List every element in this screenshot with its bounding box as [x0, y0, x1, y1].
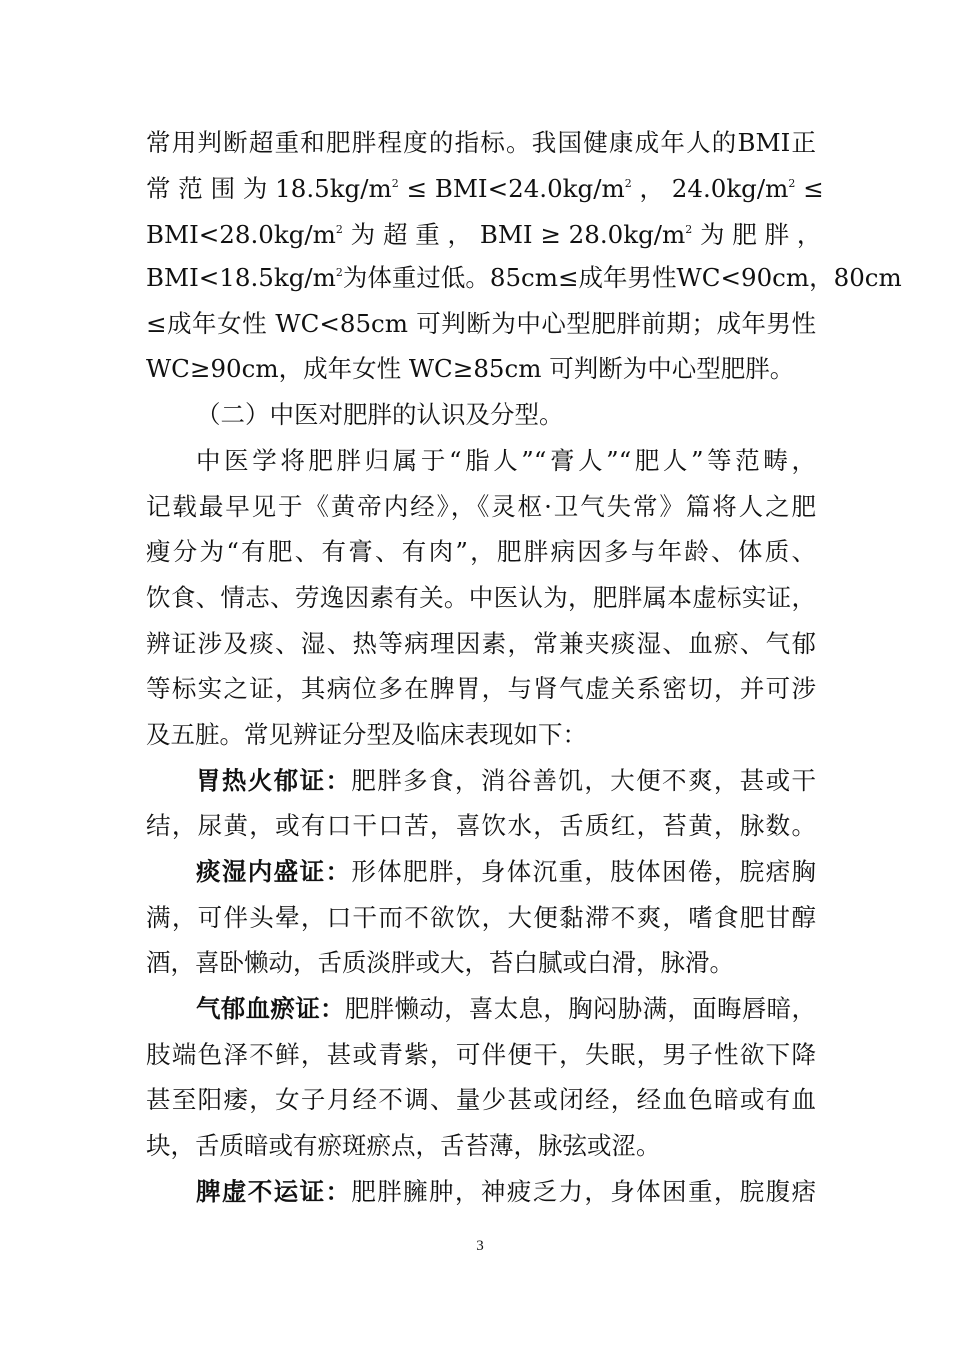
text-line: 甚至阳痿，女子月经不调、量少甚或闭经，经血色暗或有血: [146, 1085, 816, 1114]
text-line: 中医学将肥胖归属于“脂人”“膏人”“肥人”等范畴，: [196, 446, 816, 475]
section-heading: （二）中医对肥胖的认识及分型。: [196, 400, 564, 429]
text-line: $BMI<28.0kg/m^2$ 为 超 重 ， BMI ≥ $28.0kg/m^2$ 为 肥 胖 ，: [146, 220, 822, 249]
text-line: WC≥90cm，成年女性 WC≥85cm 可判断为中心型肥胖。: [146, 354, 795, 383]
text-line: 脾虚不运证：肥胖臃肿，神疲乏力，身体困重，脘腹痞: [196, 1177, 817, 1206]
text-line: 及五脏。常见辨证分型及临床表现如下：: [146, 720, 587, 749]
page-number: 3: [476, 1238, 484, 1254]
text-line: 酒，喜卧懒动，舌质淡胖或大，苔白腻或白滑，脉滑。: [146, 948, 734, 977]
text-line: 肢端色泽不鲜，甚或青紫，可伴便干，失眠，男子性欲下降: [146, 1040, 816, 1069]
text-line: 满，可伴头晕，口干而不欲饮，大便黏滞不爽，嗜食肥甘醇: [146, 903, 816, 932]
text-line: 块，舌质暗或有瘀斑瘀点，舌苔薄，脉弦或涩。: [146, 1131, 661, 1160]
text-line: 常用判断超重和肥胖程度的指标。我国健康成年人的BMI正: [146, 128, 816, 157]
text-line: 辨证涉及痰、湿、热等病理因素，常兼夹痰湿、血瘀、气郁: [146, 629, 816, 658]
syndrome-title: 胃热火郁证：: [196, 766, 352, 795]
syndrome-title: 痰湿内盛证：: [196, 857, 352, 886]
text-line: ≤成年女性 WC<85cm 可判断为中心型肥胖前期；成年男性: [146, 309, 816, 338]
text-line: 痰湿内盛证：形体肥胖，身体沉重，肢体困倦，脘痞胸: [196, 857, 817, 886]
syndrome-title: 气郁血瘀证：: [196, 994, 345, 1023]
text-line: 胃热火郁证：肥胖多食，消谷善饥，大便不爽，甚或干: [196, 766, 817, 795]
text-line: 结，尿黄，或有口干口苦，喜饮水，舌质红，苔黄，脉数。: [146, 811, 816, 840]
text-line: 常 范 围 为 $18.5kg/m^2 \le BMI<24.0kg/m^2$ ， $24.0kg/m^2$ ≤: [146, 174, 824, 203]
syndrome-title: 脾虚不运证：: [196, 1177, 352, 1206]
text-line: 瘦分为“有肥、有膏、有肉”，肥胖病因多与年龄、体质、: [146, 537, 816, 566]
text-line: $BMI<18.5kg/m^2$为体重过低。85cm≤成年男性WC<90cm，80cm: [146, 263, 902, 292]
text-line: 气郁血瘀证：肥胖懒动，喜太息，胸闷胁满，面晦唇暗，: [196, 994, 816, 1023]
text-line: 饮食、情志、劳逸因素有关。中医认为，肥胖属本虚标实证，: [146, 583, 816, 612]
text-line: 等标实之证，其病位多在脾胃，与肾气虚关系密切，并可涉: [146, 674, 816, 703]
text-line: 记载最早见于《黄帝内经》，《灵枢·卫气失常》篇将人之肥: [146, 492, 816, 521]
